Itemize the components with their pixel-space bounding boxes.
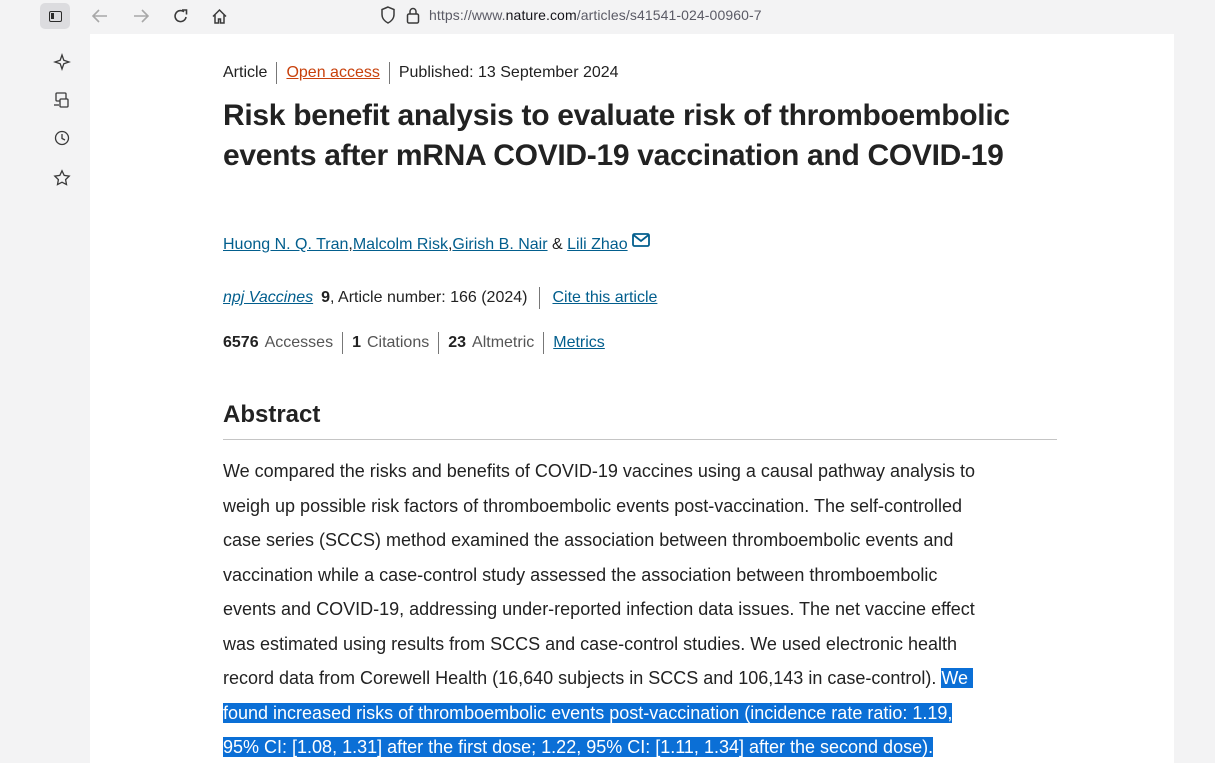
metrics-link[interactable]: Metrics <box>553 334 605 351</box>
email-icon[interactable] <box>632 233 650 247</box>
abstract-line: record data from Corewell Health (16,640 subjects in SCCS and 106,143 in case-control). We <box>223 661 1059 696</box>
accesses-count: 6576 <box>223 334 259 351</box>
article-meta <box>223 62 619 84</box>
bookmarks-star-icon[interactable] <box>51 167 73 189</box>
altmetric-count: 23 <box>448 334 467 351</box>
browser-sidebar <box>40 34 90 763</box>
cite-article-link[interactable]: Cite this article <box>552 289 658 306</box>
author-link[interactable]: Girish B. Nair <box>452 236 548 253</box>
author-link[interactable]: Lili Zhao <box>567 236 628 253</box>
article-number: , Article number: 166 (2024) <box>330 289 528 306</box>
abstract-heading: Abstract <box>223 401 321 428</box>
article-metrics <box>223 332 605 354</box>
abstract-line <box>223 730 1059 763</box>
home-icon[interactable] <box>206 4 232 28</box>
published-date: Published: 13 September 2024 <box>398 64 619 81</box>
synced-tabs-icon[interactable] <box>51 89 73 111</box>
abstract-line: weigh up possible risk factors of thromboembolic events post-vaccination. The self-controlled <box>223 495 963 516</box>
url-text[interactable]: https://www.nature.com/articles/s41541-024-00960-7 <box>429 7 762 23</box>
url-bar[interactable] <box>368 0 1174 30</box>
browser-toolbar <box>0 0 1215 34</box>
reload-icon[interactable] <box>167 4 193 28</box>
ai-sparkle-icon[interactable] <box>51 51 73 73</box>
selected-text: We <box>941 668 969 688</box>
article-title: Risk benefit analysis to evaluate risk of thromboembolic events after mRNA COVID-19 vaccination and COVID-19 <box>223 99 1010 172</box>
author-link[interactable]: Huong N. Q. Tran <box>223 236 349 253</box>
selected-text: 95% CI: [1.08, 1.31] after the first dose; 1.22, 95% CI: [1.11, 1.34] after the second dose). <box>223 737 934 757</box>
citations-label: Citations <box>366 334 430 351</box>
article-type: Article <box>223 64 268 81</box>
lock-icon[interactable] <box>406 7 420 24</box>
abstract-divider <box>223 439 1057 440</box>
abstract-line: We compared the risks and benefits of COVID-19 vaccines using a causal pathway analysis to <box>223 461 976 481</box>
forward-icon[interactable] <box>128 4 154 28</box>
shield-icon[interactable] <box>380 6 396 24</box>
journal-link[interactable]: npj Vaccines <box>223 289 314 306</box>
abstract-text[interactable] <box>223 454 1059 763</box>
abstract-line: vaccination while a case-control study assessed the association between thromboembolic <box>223 564 938 585</box>
journal-info <box>223 287 657 309</box>
abstract-line: case series (SCCS) method examined the association between thromboembolic events and <box>223 530 954 550</box>
citations-count: 1 <box>352 334 361 351</box>
history-icon[interactable] <box>51 127 73 149</box>
journal-volume: 9 <box>321 289 331 306</box>
selected-text: found increased risks of thromboembolic events post-vaccination (incidence rate ratio: 1.19, <box>223 702 953 723</box>
abstract-line: was estimated using results from SCCS and case-control studies. We used electronic health <box>223 633 958 654</box>
abstract-line <box>223 696 1059 731</box>
accesses-label: Accesses <box>264 334 334 351</box>
author-list: Huong N. Q. Tran , Malcolm Risk , Girish B. Nair & Lili Zhao <box>223 236 650 254</box>
web-page <box>90 34 1174 763</box>
author-link[interactable]: Malcolm Risk <box>352 236 448 253</box>
open-access-link[interactable]: Open access <box>286 64 380 81</box>
abstract-line: events and COVID-19, addressing under-reported infection data issues. The net vaccine effect <box>223 599 975 619</box>
back-icon[interactable] <box>87 4 113 28</box>
sidebar-toggle-icon[interactable] <box>40 3 70 29</box>
altmetric-label: Altmetric <box>472 334 535 351</box>
window-gutter <box>1174 34 1215 763</box>
